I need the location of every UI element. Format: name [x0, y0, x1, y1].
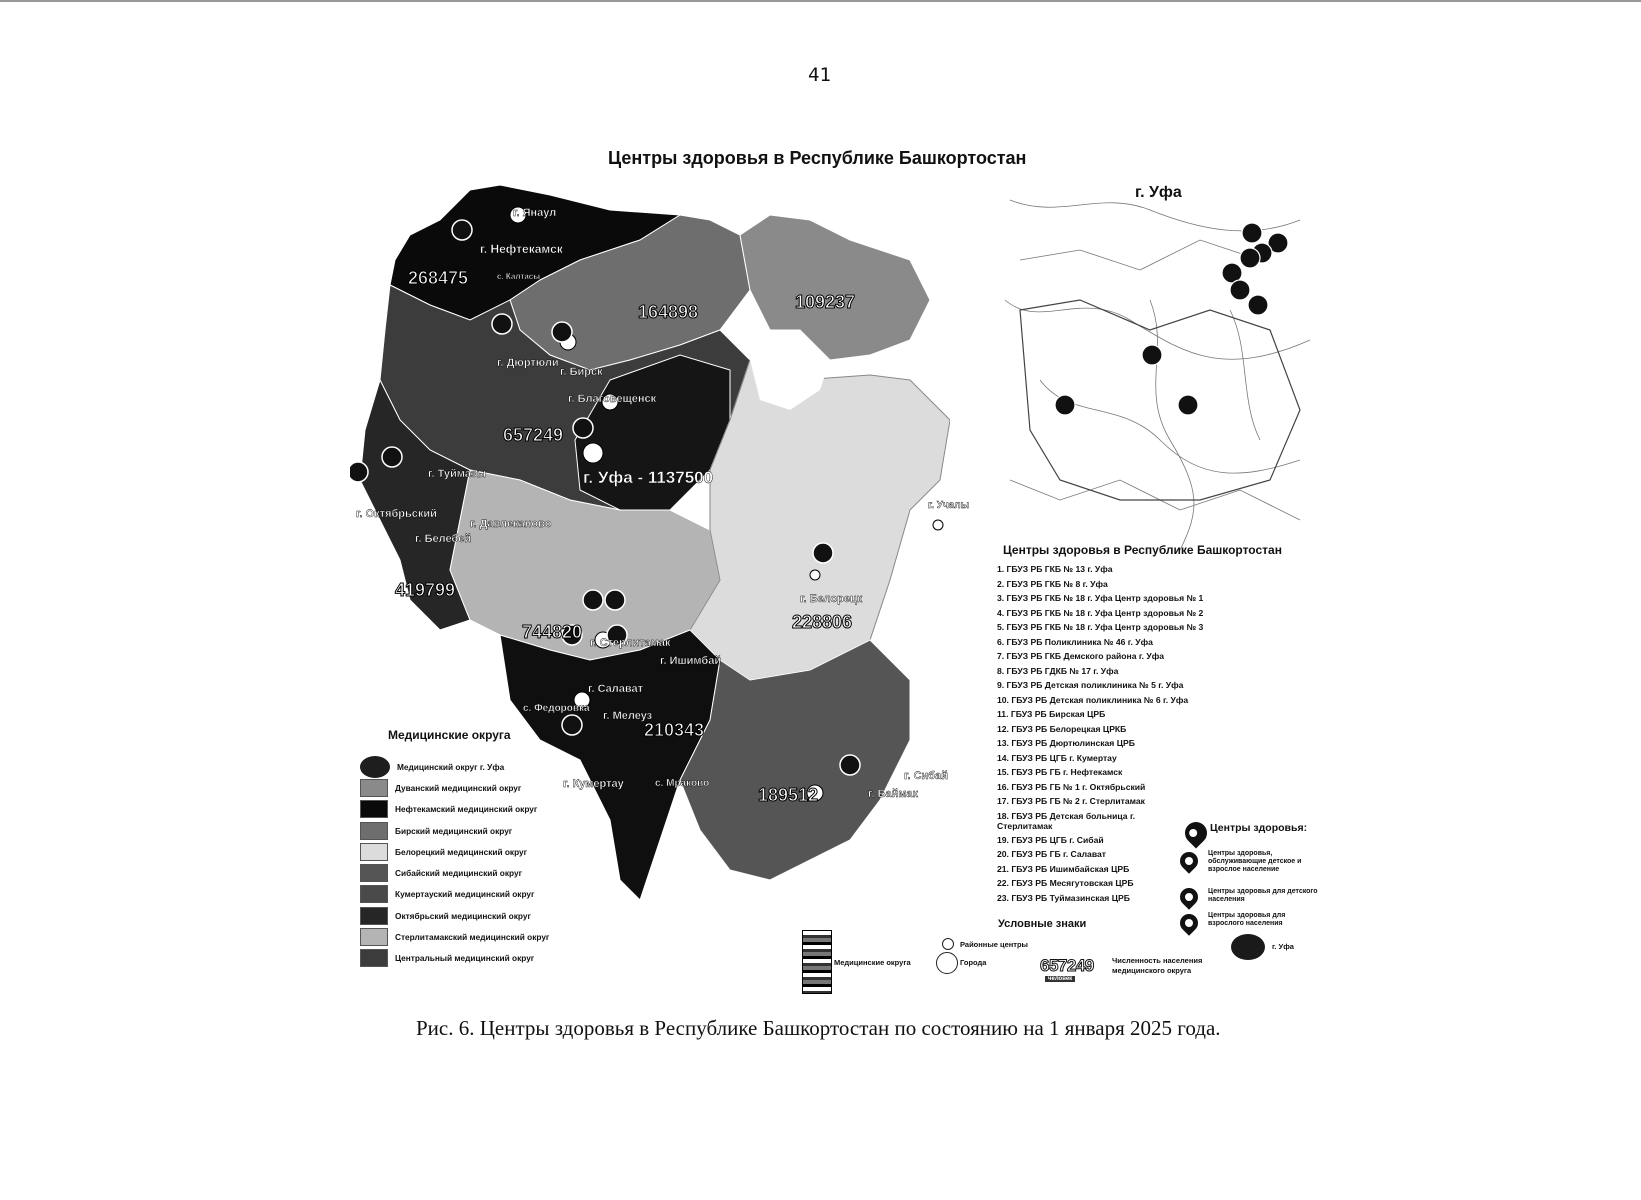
okrug-swatch: [360, 843, 388, 861]
uchaly-city-marker: [933, 520, 943, 530]
population-duvan: 109237: [795, 292, 856, 312]
label-salavat: г. Салават: [588, 683, 644, 695]
hc-legend-mixed: Центры здоровья, обслуживающие детское и взрослое население: [1208, 850, 1302, 873]
list-item: 21. ГБУЗ РБ Ишимбайская ЦРБ: [997, 863, 1130, 874]
list-item: 1. ГБУЗ РБ ГКБ № 13 г. Уфа: [997, 564, 1113, 574]
label-fedorovka: с. Федоровка: [523, 703, 590, 714]
list-item: 7. ГБУЗ РБ ГКБ Демского района г. Уфа: [997, 651, 1164, 661]
list-item: 14. ГБУЗ РБ ЦГБ г. Кумертау: [997, 752, 1117, 763]
health-center-pin-kumertau: [562, 715, 582, 735]
figure-caption: Рис. 6. Центры здоровья в Республике Башкортостан по состоянию на 1 января 2025 года.: [416, 1016, 1221, 1040]
okrug-legend-item: [360, 820, 549, 841]
beloretsk-city-marker: [810, 570, 820, 580]
health-center-pin-oktyabrsky: [350, 462, 368, 482]
okrug-swatch: [360, 756, 390, 778]
label-dyurtyuli: г. Дюртюли: [497, 357, 559, 369]
label-uchaly: г. Учалы: [928, 500, 970, 511]
list-item: 2. ГБУЗ РБ ГКБ № 8 г. Уфа: [997, 578, 1108, 589]
label-blagoveshchensk: г. Благовещенск: [568, 393, 657, 405]
okrug-legend-item: [360, 841, 549, 862]
label-davlekanovo: г. Давлеканово: [470, 518, 552, 530]
list-item: 17. ГБУЗ РБ ГБ № 2 г. Стерлитамак: [997, 796, 1145, 806]
label-birsk: г. Бирск: [560, 366, 603, 378]
ufa-pin-8: [1230, 280, 1250, 300]
ufa-pin-5: [1240, 248, 1260, 268]
health-center-pin-sterlitamak-2: [605, 590, 625, 610]
list-item: 13. ГБУЗ РБ Дюртюлинская ЦРБ: [997, 738, 1135, 748]
label-ishimbay: г. Ишимбай: [660, 655, 722, 667]
ufa-health-center-pins: [1055, 223, 1288, 415]
label-neftekamsk: г. Нефтекамск: [480, 242, 563, 256]
health-center-pin-neftekamsk: [452, 220, 472, 240]
population-sibay: 189512: [758, 785, 819, 805]
population-oktyabrsky: 419799: [395, 580, 456, 600]
list-item: 23. ГБУЗ РБ Туймазинская ЦРБ: [997, 892, 1130, 903]
list-item: 22. ГБУЗ РБ Месягутовская ЦРБ: [997, 878, 1134, 888]
hc-legend-child: Центры здоровья для детского населения: [1208, 888, 1318, 903]
map-title: Центры здоровья в Республике Башкортостан: [608, 148, 1027, 168]
label-belebey: г. Белебей: [415, 533, 472, 545]
population-neftekamsk: 268475: [408, 268, 469, 288]
page-number: 41: [808, 64, 831, 86]
list-item: 20. ГБУЗ РБ ГБ г. Салават: [997, 849, 1106, 859]
okrug-legend-label: Кумертауский медицинский округ: [395, 889, 535, 900]
hc-legend-adult: Центры здоровья для взрослого населения: [1208, 912, 1286, 927]
health-centers-list-title: Центры здоровья в Республике Башкортостан: [1003, 543, 1282, 557]
population-example-unit: человек: [1045, 976, 1075, 982]
list-item: 6. ГБУЗ РБ Поликлиника № 46 г. Уфа: [997, 636, 1153, 647]
population-kumertau: 210343: [644, 720, 705, 740]
list-item: 11. ГБУЗ РБ Бирская ЦРБ: [997, 709, 1106, 719]
okrug-legend-label: Белорецкий медицинский округ: [395, 846, 528, 857]
okrug-legend-label: Бирский медицинский округ: [395, 825, 513, 836]
okrug-gradient-symbol: [802, 930, 832, 994]
okrug-symbol-label: Медицинские округа: [834, 958, 911, 967]
label-meleuz: г. Мелеуз: [603, 710, 653, 722]
okrug-legend-label: Медицинский округ г. Уфа: [397, 761, 505, 772]
city-symbol-icon: [936, 952, 958, 974]
label-yanaul: г. Янаул: [513, 207, 557, 219]
okrug-legend-item: [360, 884, 549, 905]
label-oktyabrsky: г. Октябрьский: [356, 508, 437, 520]
health-center-pin-sterlitamak-1: [583, 590, 603, 610]
label-tuymazy: г. Туймазы: [428, 468, 486, 480]
label-beloretsk: г. Белорецк: [800, 593, 863, 605]
list-item: 3. ГБУЗ РБ ГКБ № 18 г. Уфа Центр здоровья № 1: [997, 593, 1204, 603]
okrug-legend-label: Сибайский медицинский округ: [395, 868, 523, 879]
list-item: 9. ГБУЗ РБ Детская поликлиника № 5 г. Уфа: [997, 680, 1184, 690]
label-baymak: г. Баймак: [868, 788, 918, 800]
okrug-legend-label: Нефтекамский медицинский округ: [395, 804, 538, 815]
ufa-symbol-icon: [1231, 934, 1265, 960]
ufa-pin-10: [1142, 345, 1162, 365]
okrug-swatch: [360, 885, 388, 903]
label-kumertau: г. Кумертау: [563, 778, 624, 790]
okrug-swatch: [360, 949, 388, 967]
population-desc: Численность населения медицинского округа: [1112, 956, 1203, 975]
inset-title: г. Уфа: [1135, 184, 1182, 201]
list-item: 8. ГБУЗ РБ ГДКБ № 17 г. Уфа: [997, 665, 1119, 676]
label-kaltasy: с. Калтасы: [497, 272, 541, 281]
district-center-label: Районные центры: [960, 940, 1028, 949]
page-top-rule: [0, 0, 1641, 2]
okrug-swatch: [360, 864, 388, 882]
okrug-legend: [360, 756, 549, 969]
population-birsk: 164898: [638, 302, 699, 322]
okrug-swatch: [360, 779, 388, 797]
okrug-swatch: [360, 822, 388, 840]
list-item: 10. ГБУЗ РБ Детская поликлиника № 6 г. Уфа: [997, 694, 1189, 705]
ufa-pin-1: [1242, 223, 1262, 243]
okrug-legend-label: Стерлитамакский медицинский округ: [395, 932, 550, 943]
ufa-city-marker: [583, 443, 603, 463]
okrug-legend-label: Центральный медицинский округ: [395, 953, 535, 964]
health-center-pin-beloretsk: [813, 543, 833, 563]
list-item: 19. ГБУЗ РБ ЦГБ г. Сибай: [997, 834, 1104, 845]
population-sterlitamak: 744820: [522, 622, 583, 642]
okrug-swatch: [360, 907, 388, 925]
health-center-pin-birsk: [552, 322, 572, 342]
okrug-legend-label: Дуванский медицинский округ: [395, 782, 522, 793]
population-example: 657249: [1040, 956, 1094, 975]
list-item: 12. ГБУЗ РБ Белорецкая ЦРКБ: [997, 723, 1127, 734]
okrug-legend-title: Медицинские округа: [388, 728, 511, 742]
okrug-swatch: [360, 928, 388, 946]
symbols-title: Условные знаки: [998, 918, 1087, 930]
list-item: 18. ГБУЗ РБ Детская больница г. Стерлитамак: [997, 810, 1136, 831]
okrug-legend-label: Октябрьский медицинский округ: [395, 910, 531, 921]
list-item: 4. ГБУЗ РБ ГКБ № 18 г. Уфа Центр здоровья № 2: [997, 607, 1204, 618]
health-center-pin-tuymazy: [382, 447, 402, 467]
okrug-legend-item: [360, 862, 549, 883]
health-center-legend-title: Центры здоровья:: [1210, 822, 1308, 834]
ufa-pin-6: [1178, 395, 1198, 415]
label-mrakovo: с. Мраково: [655, 778, 710, 789]
ufa-pin-9: [1248, 295, 1268, 315]
label-sterlitamak: г. Стерлитамак: [590, 637, 671, 649]
okrug-swatch: [360, 800, 388, 818]
ufa-symbol-label: г. Уфа: [1272, 942, 1294, 951]
ufa-pin-7: [1055, 395, 1075, 415]
okrug-legend-item: [360, 926, 549, 947]
health-center-pin-sibay: [840, 755, 860, 775]
district-center-symbol-icon: [942, 938, 954, 950]
pin-adult-icon: [1176, 910, 1201, 935]
population-beloretsk: 228806: [792, 612, 853, 632]
list-item: 5. ГБУЗ РБ ГКБ № 18 г. Уфа Центр здоровья № 3: [997, 622, 1204, 632]
okrug-legend-item: [360, 799, 549, 820]
list-item: 16. ГБУЗ РБ ГБ № 1 г. Октябрьский: [997, 781, 1146, 792]
okrug-legend-item: [360, 905, 549, 926]
label-sibay: г. Сибай: [904, 770, 948, 782]
okrug-legend-item: [360, 948, 549, 969]
ufa-inset-map: [1000, 180, 1320, 560]
health-center-pin-blagoveshchensk: [573, 418, 593, 438]
city-label: Города: [960, 958, 987, 967]
label-ufa: г. Уфа - 1137500: [583, 468, 714, 487]
okrug-legend-item: [360, 777, 549, 798]
okrug-legend-item: [360, 756, 549, 777]
list-item: 15. ГБУЗ РБ ГБ г. Нефтекамск: [997, 767, 1123, 777]
health-center-pin-dyurtyuli: [492, 314, 512, 334]
population-central: 657249: [503, 425, 564, 445]
